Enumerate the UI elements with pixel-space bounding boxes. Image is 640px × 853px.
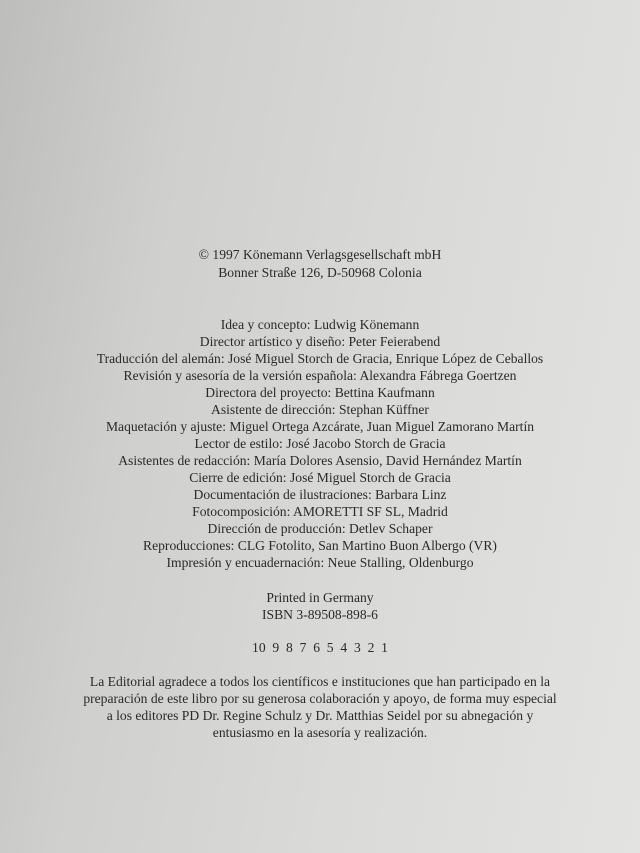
credit-line: Cierre de edición: José Miguel Storch de Gracia [189,470,451,485]
acknowledgement-line: La Editorial agradece a todos los científicos e instituciones que han participado en la [89,674,551,689]
copyright-line: © 1997 Könemann Verlagsgesellschaft mbH [198,247,442,262]
credit-line: Idea y concepto: Ludwig Könemann [220,317,420,332]
credit-line: Documentación de ilustraciones: Barbara Linz [193,487,447,502]
credit-line: Dirección de producción: Detlev Schaper [207,521,433,536]
credit-line: Reproducciones: CLG Fotolito, San Martino Buon Albergo (VR) [143,538,497,553]
credit-line: Traducción del alemán: José Miguel Storch de Gracia, Enrique López de Ceballos [96,351,544,366]
isbn: ISBN 3-89508-898-6 [262,607,378,622]
acknowledgement-line: a los editores PD Dr. Regine Schulz y Dr. Matthias Seidel por su abnegación y [106,708,534,723]
credit-line: Impresión y encuadernación: Neue Stalling, Oldenburgo [166,555,474,570]
credit-line: Director artístico y diseño: Peter Feierabend [199,334,441,349]
credit-line: Directora del proyecto: Bettina Kaufmann [205,385,435,400]
credit-line: Maquetación y ajuste: Miguel Ortega Azcárate, Juan Miguel Zamorano Martín [105,419,535,434]
credit-line: Lector de estilo: José Jacobo Storch de Gracia [194,436,446,451]
credit-line: Fotocomposición: AMORETTI SF SL, Madrid [192,504,448,519]
print-line: 10 9 8 7 6 5 4 3 2 1 [252,640,388,655]
acknowledgement-line: preparación de este libro por su generosa colaboración y apoyo, de forma muy especial [83,691,557,706]
credit-line: Asistente de dirección: Stephan Küffner [211,402,429,417]
address-line: Bonner Straße 126, D-50968 Colonia [218,265,422,280]
printed-in: Printed in Germany [266,590,374,605]
credit-line: Asistentes de redacción: María Dolores Asensio, David Hernández Martín [118,453,522,468]
acknowledgement-line: entusiasmo en la asesoría y realización. [212,725,428,740]
credit-line: Revisión y asesoría de la versión española: Alexandra Fábrega Goertzen [123,368,517,383]
